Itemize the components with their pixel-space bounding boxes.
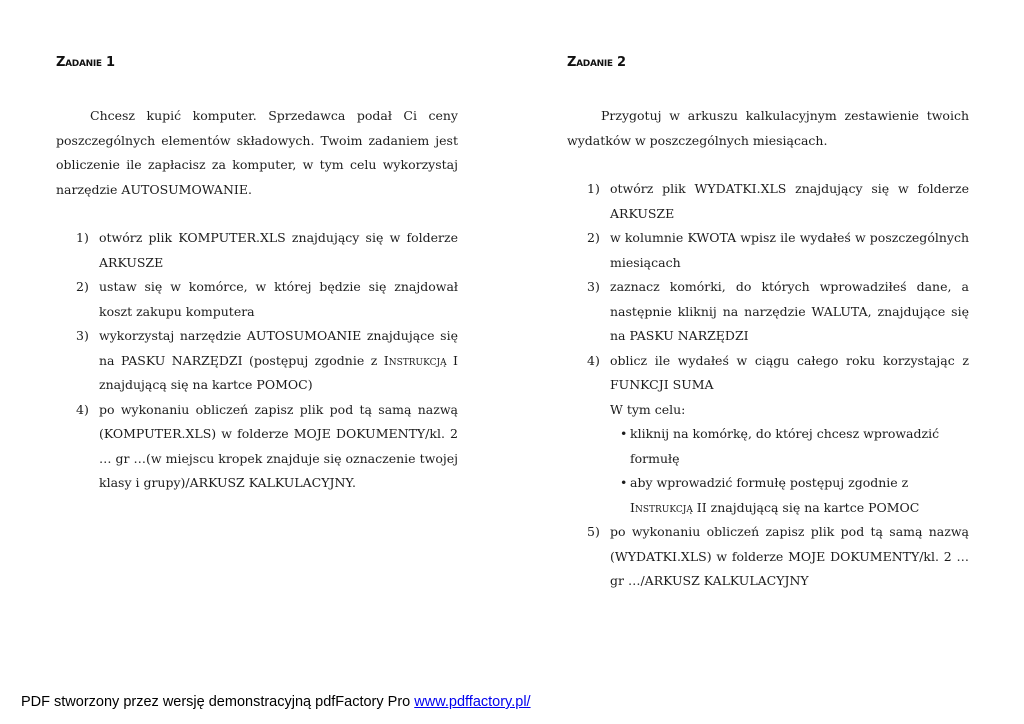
step-text: ustaw się w komórce, w której będzie się znajdował koszt zakupu komputera [99, 279, 458, 319]
step-text: otwórz plik KOMPUTER.XLS znajdujący się w folderze ARKUSZE [99, 230, 458, 270]
instruction-reference: Instrukcją I [383, 352, 458, 368]
bullet-icon: • [620, 475, 628, 490]
task-1-column [56, 52, 458, 496]
bullet-list [610, 422, 969, 520]
task-1-intro: Chcesz kupić komputer. Sprzedawca podał Ci ceny poszczególnych elementów składowych. Twoim zadaniem jest obliczenie ile zapłacisz za komputer, w tym celu wykorzystaj narzędzie AUTOSUMOWANIE. [56, 108, 458, 197]
step-text: wykorzystaj narzędzie AUTOSUMOANIE znajdujące się na PASKU NARZĘDZI (postępuj zgodnie z [99, 328, 458, 368]
bullet-text: kliknij na komórkę, do której chcesz wprowadzić formułę [630, 426, 940, 466]
pdffactory-link[interactable]: www.pdffactory.pl/ [414, 694, 531, 710]
bullet-text-continued: znajdującą się na kartce POMOC [706, 499, 920, 515]
task-1-steps [56, 226, 458, 496]
task-2-intro: Przygotuj w arkuszu kalkulacyjnym zestawienie twoich wydatków w poszczególnych miesiącach. [567, 108, 969, 148]
task-2-step-4 [567, 349, 969, 521]
step-number: 1) [76, 230, 89, 245]
step-number: 3) [587, 279, 600, 294]
task-2-column [567, 52, 969, 594]
footer-text: PDF stworzony przez wersję demonstracyjną pdfFactory Pro [21, 694, 415, 710]
step-number: 2) [587, 230, 600, 245]
step-text: w kolumnie KWOTA wpisz ile wydałeś w poszczególnych miesiącach [610, 230, 969, 270]
instruction-reference: Instrukcją II [630, 499, 707, 515]
step-text: zaznacz komórki, do których wprowadziłeś dane, a następnie kliknij na narzędzie WALUTA, znajdujące się na PASKU NARZĘDZI [610, 279, 969, 343]
task-1-step-4 [56, 398, 458, 496]
bullet-item [620, 422, 969, 471]
step-number: 3) [76, 328, 89, 343]
task-1-step-2 [56, 275, 458, 324]
task-2-step-5 [567, 520, 969, 594]
step-text: po wykonaniu obliczeń zapisz plik pod tą samą nazwą (WYDATKI.XLS) w folderze MOJE DOKUMENTY/kl. 2 … gr …/ARKUSZ KALKULACYJNY [610, 524, 969, 588]
pdf-watermark-footer [21, 694, 531, 710]
step-number: 4) [76, 401, 89, 417]
step-text: oblicz ile wydałeś w ciągu całego roku korzystając z FUNKCJI SUMA [610, 352, 969, 392]
step-number: 4) [587, 352, 600, 368]
bullet-item [620, 471, 969, 520]
bullet-text: aby wprowadzić formułę postępuj zgodnie z [630, 475, 909, 490]
task-2-steps [567, 177, 969, 594]
task-2-step-1 [567, 177, 969, 226]
task-1-step-1 [56, 226, 458, 275]
task-2-step-3 [567, 275, 969, 349]
bullet-icon: • [620, 426, 628, 441]
step-text: otwórz plik WYDATKI.XLS znajdujący się w folderze ARKUSZE [610, 181, 969, 221]
task-1-heading: Zadanie 1 [56, 55, 115, 70]
task-2-heading: Zadanie 2 [567, 55, 626, 70]
step-number: 2) [76, 279, 89, 294]
step-number: 1) [587, 181, 600, 196]
task-1-step-3 [56, 324, 458, 398]
step-number: 5) [587, 524, 600, 539]
task-2-step-2 [567, 226, 969, 275]
step-text-continued: znajdującą się na kartce POMOC) [99, 377, 313, 392]
sub-intro: W tym celu: [610, 401, 686, 417]
step-text: po wykonaniu obliczeń zapisz plik pod tą samą nazwą (KOMPUTER.XLS) w folderze MOJE DOKUMENTY/kl. 2 … gr …(w miejscu kropek znajduje się oznaczenie twojej klasy i grupy)/ARKUSZ KALKULACYJNY. [99, 401, 458, 490]
